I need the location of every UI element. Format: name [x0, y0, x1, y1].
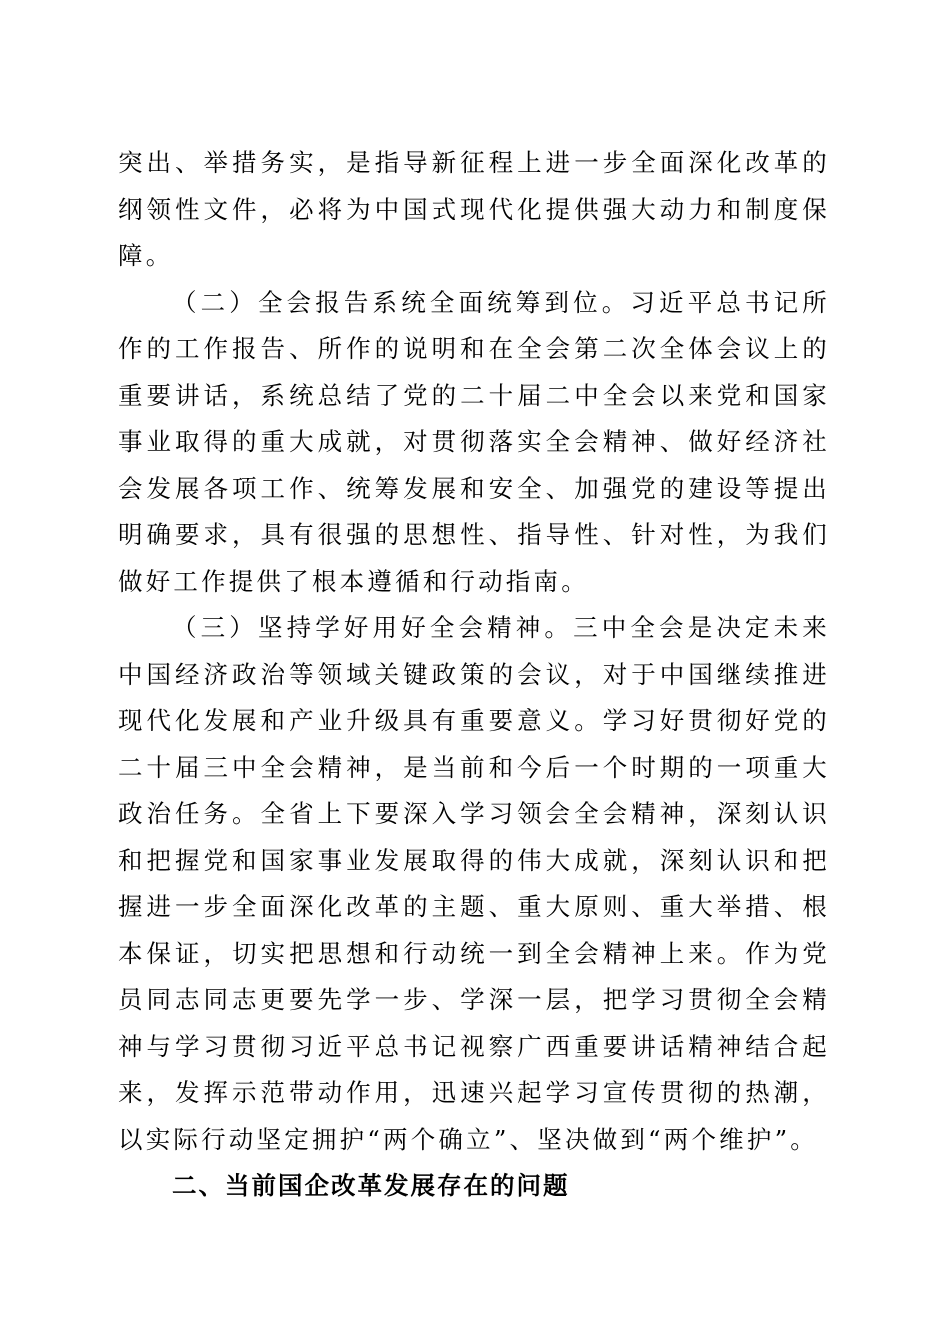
document-body: [118, 140, 830, 1210]
section-heading: 二、当前国企改革发展存在的问题: [172, 1171, 570, 1200]
paragraph-text: 三中全会是决定未来中国经济政治等领域关键政策的会议，对于中国继续推进现代化发展和产业升级具有重要意义。学习好贯彻好党的二十届三中全会精神，是当前和今后一个时期的一项重大政治任务。全省上下要深入学习领会全会精神，深刻认识和把握党和国家事业发展取得的伟大成就，深刻认识和把握进一步全面深化改革的主题、重大原则、重大举措、根本保证，切实把思想和行动统一到全会精神上来。作为党员同志同志更要先学一步、学深一层，把学习贯彻全会精神与学习贯彻习近平总书记视察广西重要讲话精神结合起来，发挥示范带动作用，迅速兴起学习宣传贯彻的热潮，以实际行动坚定拥护“两个确立”、坚决做到“两个维护”。: [118, 613, 830, 1154]
paragraph-text: 突出、举措务实，是指导新征程上进一步全面深化改革的纲领性文件，必将为中国式现代化提供强大动力和制度保障。: [118, 148, 830, 270]
paragraph-lead-heading: （三）坚持学好用好全会精神。: [172, 613, 574, 642]
paragraph-text: 习近平总书记所作的工作报告、所作的说明和在全会第二次全体会议上的重要讲话，系统总结了党的二十届二中全会以来党和国家事业取得的重大成就，对贯彻落实全会精神、做好经济社会发展各项工作、统筹发展和安全、加强党的建设等提出明确要求，具有很强的思想性、指导性、针对性，为我们做好工作提供了根本遵循和行动指南。: [118, 287, 831, 596]
paragraph-section-3: [118, 605, 830, 1163]
paragraph-continuation: [118, 140, 830, 280]
paragraph-section-2: [118, 280, 830, 606]
paragraph-lead-heading: （二）全会报告系统全面统筹到位。: [172, 287, 631, 317]
